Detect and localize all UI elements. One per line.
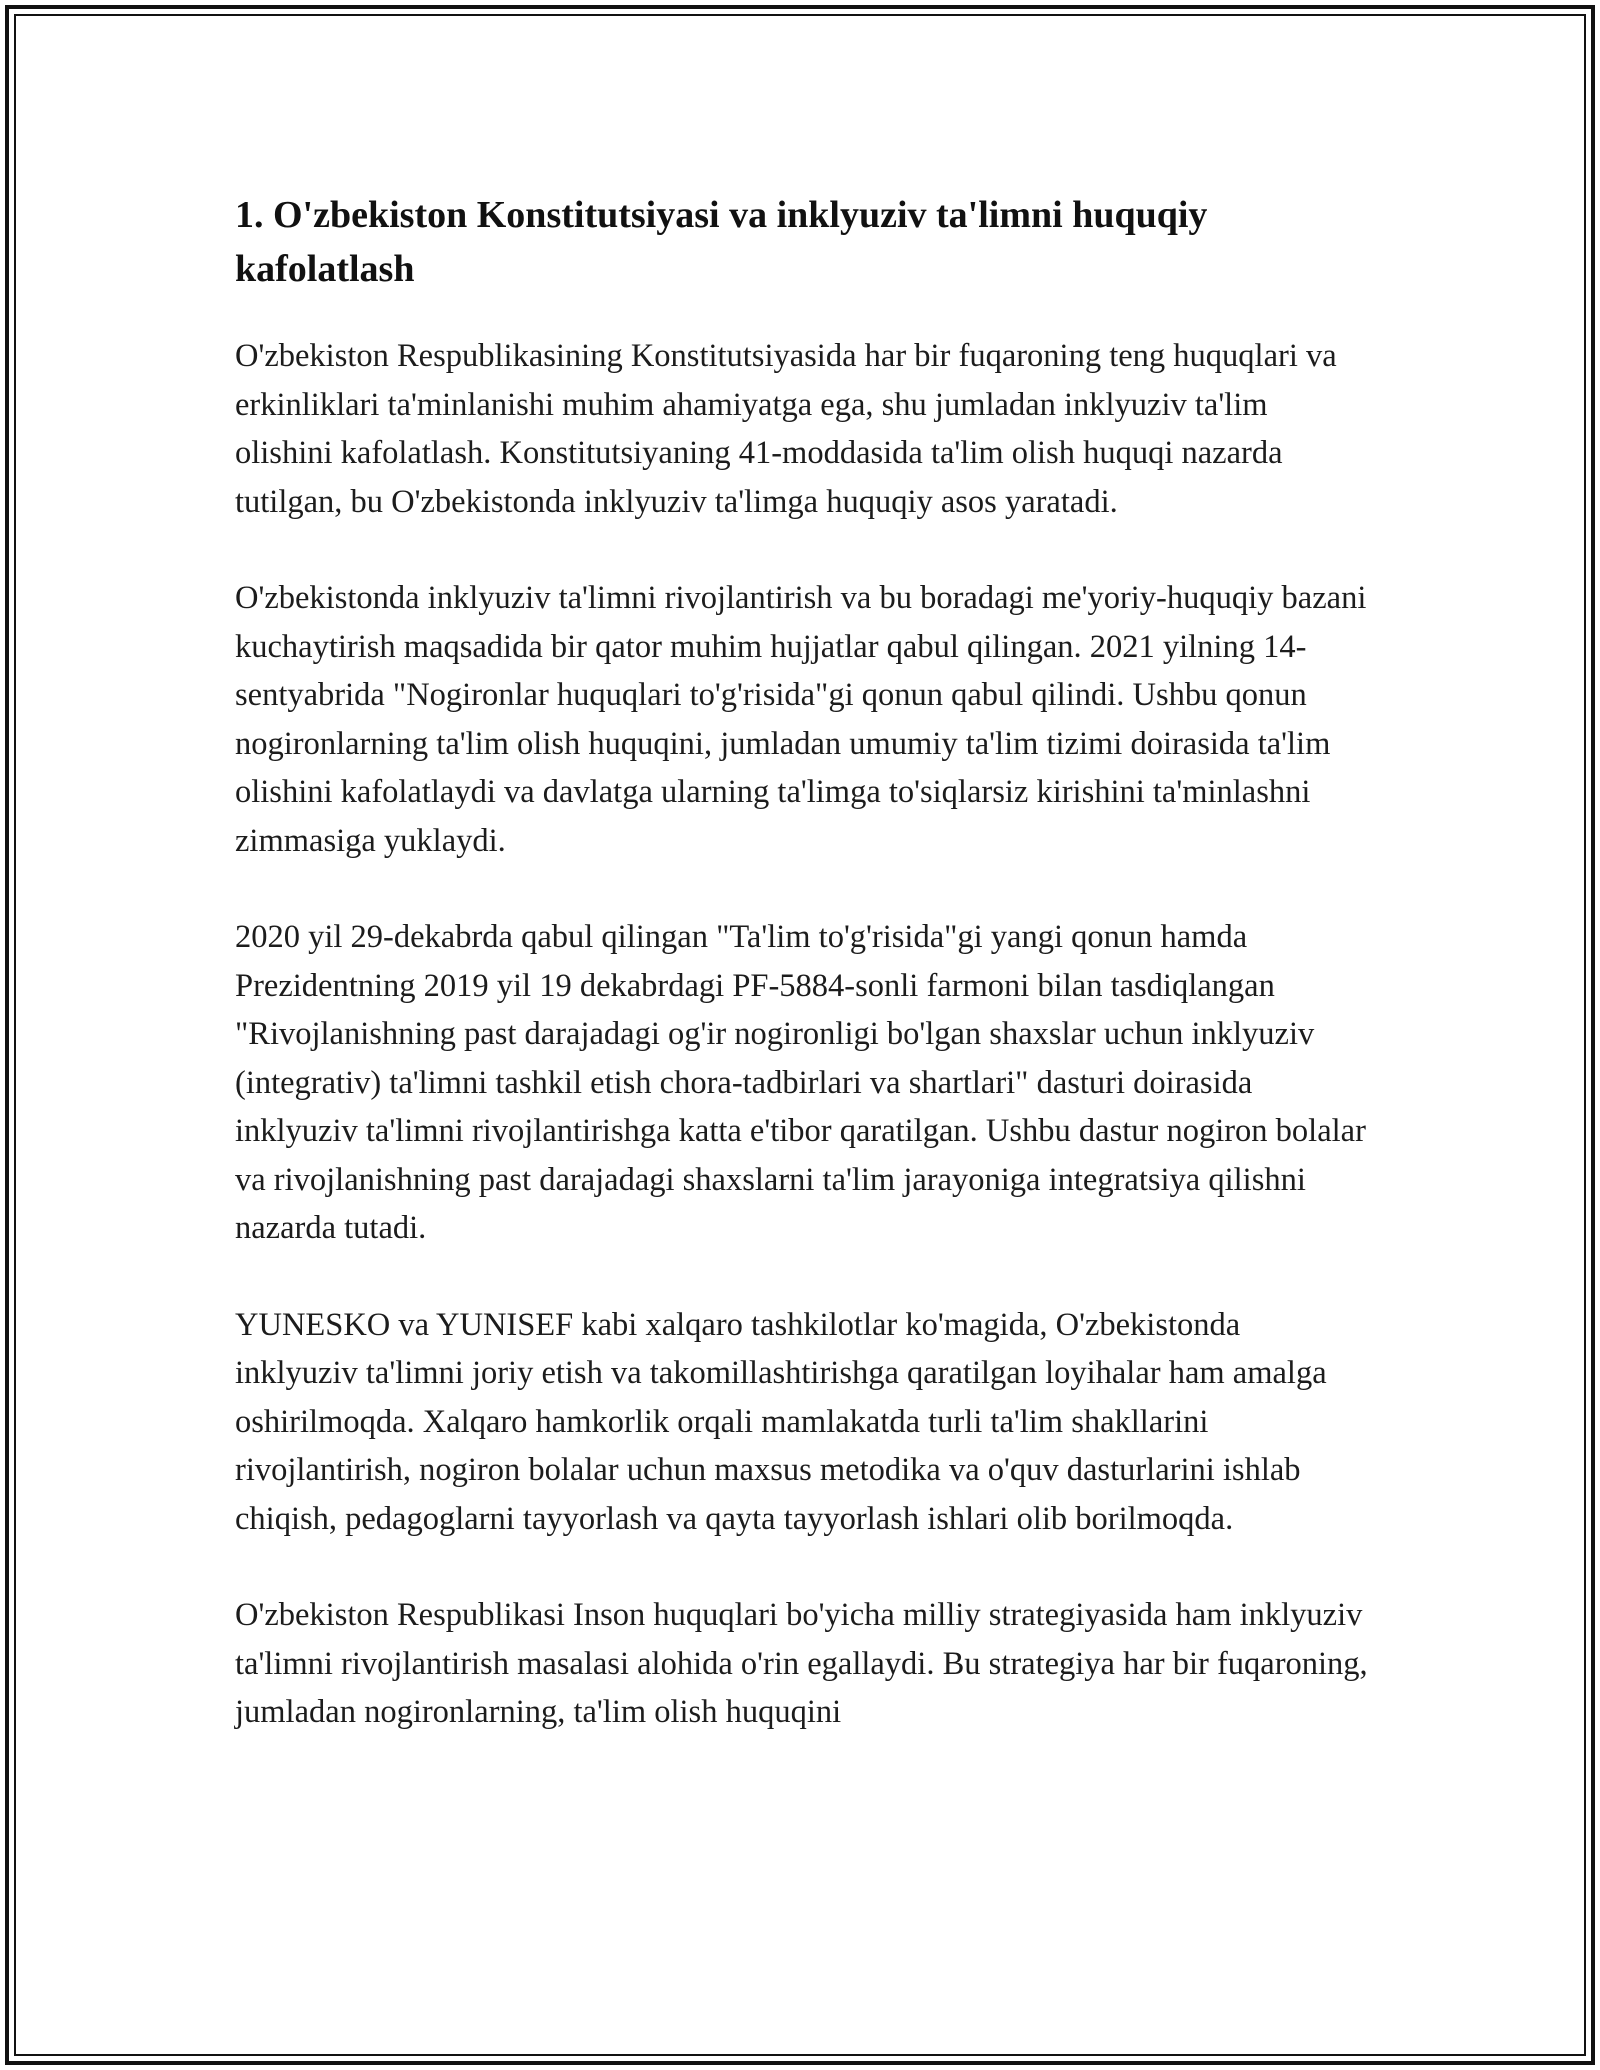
paragraph-human-rights-strategy: O'zbekiston Respublikasi Inson huquqlari bo'yicha milliy strategiyasida ham inklyuziv ta'limni rivojlantirish masalasi alohida o'rin egallaydi. Bu strategiya har bir fuqaroning, jumladan nogironlarning, ta'lim olish huquqini [235,1597,1368,1730]
paragraph-education-law: 2020 yil 29-dekabrda qabul qilingan "Ta'lim to'g'risida"gi yangi qonun hamda Prezidentning 2019 yil 19 dekabrdagi PF-5884-sonli farmoni bilan tasdiqlangan "Rivojlanishning past darajadagi og'ir nogironligi bo'lgan shaxslar uchun inklyuziv (integrativ) ta'limni tashkil etish chora-tadbirlari va shartlari" dasturi doirasida inklyuziv ta'limni rivojlantirishga katta e'tibor qaratilgan. Ushbu dastur nogiron bolalar va rivojlanishning past darajadagi shaxslarni ta'lim jarayoniga integratsiya qilishni nazarda tutadi. [235,919,1366,1246]
document-body [235,188,1370,1785]
paragraph-disability-law: O'zbekistonda inklyuziv ta'limni rivojlantirish va bu boradagi me'yoriy-huquqiy bazani kuchaytirish maqsadida bir qator muhim hujjatlar qabul qilingan. 2021 yilning 14-sentyabrida "Nogironlar huquqlari to'g'risida"gi qonun qabul qilindi. Ushbu qonun nogironlarning ta'lim olish huquqini, jumladan umumiy ta'lim tizimi doirasida ta'lim olishini kafolatlaydi va davlatga ularning ta'limga to'siqlarsiz kirishini ta'minlashni zimmasiga yuklaydi. [235,580,1367,859]
section-heading: 1. O'zbekiston Konstitutsiyasi va inklyuziv ta'limni huquqiy kafolatlash [235,194,1208,290]
paragraph-constitution: O'zbekiston Respublikasining Konstitutsiyasida har bir fuqaroning teng huquqlari va erkinliklari ta'minlanishi muhim ahamiyatga ega, shu jumladan inklyuziv ta'lim olishini kafolatlash. Konstitutsiyaning 41-moddasida ta'lim olish huquqi nazarda tutilgan, bu O'zbekistonda inklyuziv ta'limga huquqiy asos yaratadi. [235,338,1337,520]
paragraph-international-cooperation: YUNESKO va YUNISEF kabi xalqaro tashkilotlar ko'magida, O'zbekistonda inklyuziv ta'limni joriy etish va takomillashtirishga qaratilgan loyihalar ham amalga oshirilmoqda. Xalqaro hamkorlik orqali mamlakatda turli ta'lim shakllarini rivojlantirish, nogiron bolalar uchun maxsus metodika va o'quv dasturlarini ishlab chiqish, pedagoglarni tayyorlash va qayta tayyorlash ishlari olib borilmoqda. [235,1306,1327,1537]
